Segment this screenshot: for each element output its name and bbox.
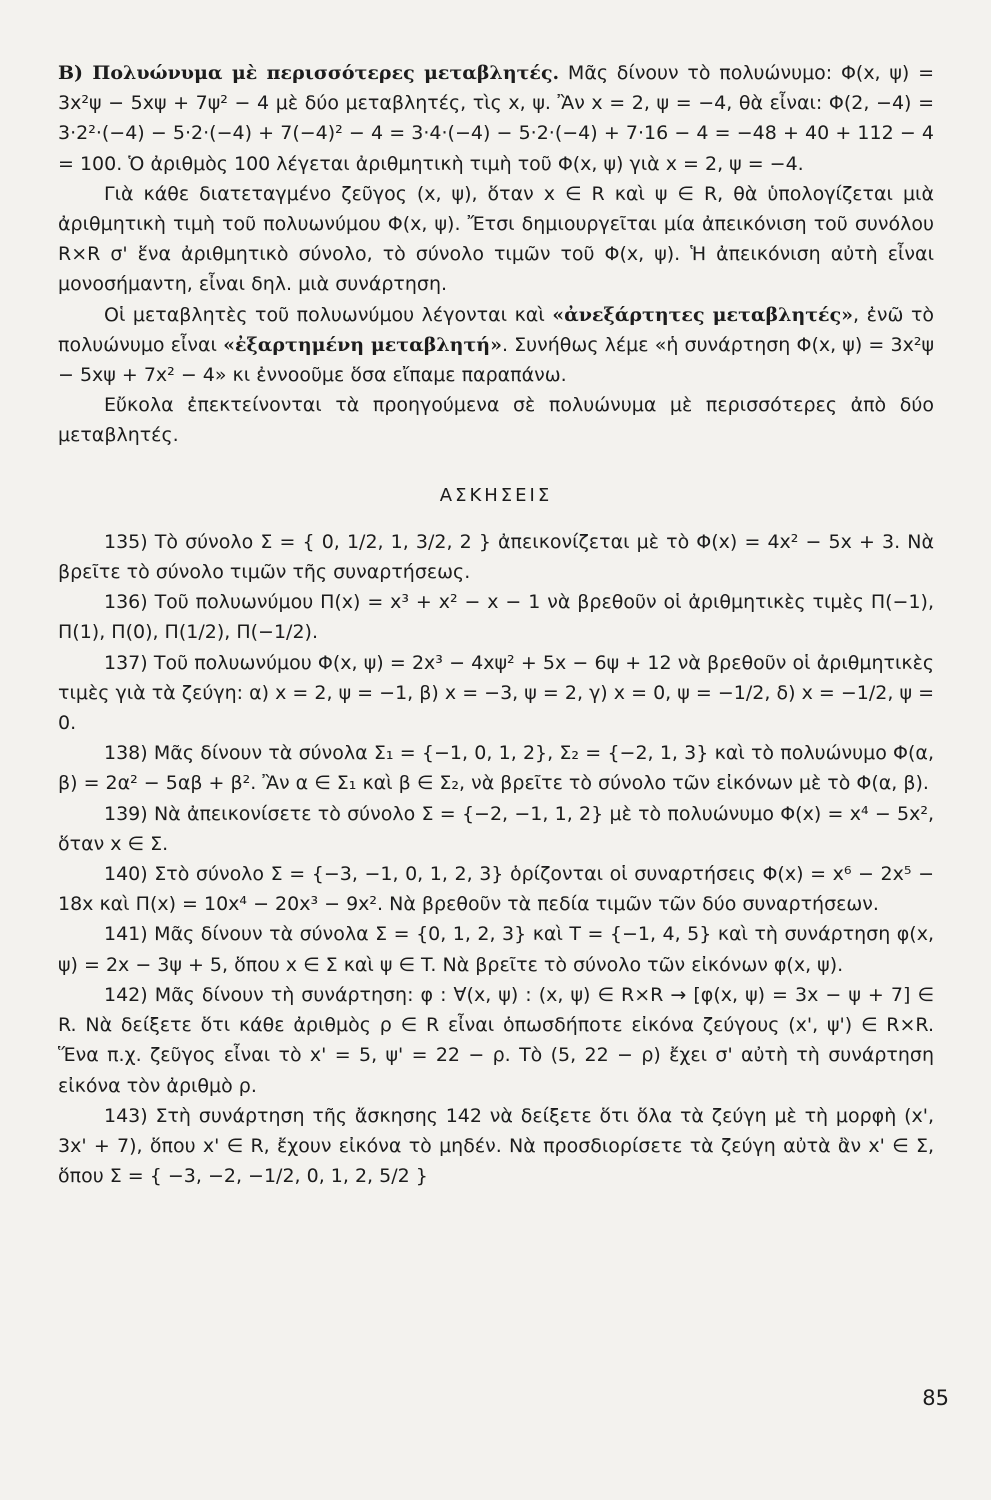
exercise-143: 143) Στὴ συνάρτηση τῆς ἄσκησης 142 νὰ δείξετε ὅτι ὅλα τὰ ζεύγη μὲ τὴ μορφὴ (x', 3x' + 7), ὅπου x' ∈ R, ἔχουν εἰκόνα τὸ μηδέν. Νὰ προσδιορίσετε τὰ ζεύγη αὐτὰ ἂν x' ∈ Σ, ὅπου Σ = { −3, −2, −1/2, 0, 1, 2, 5/2 } [58,1104,934,1188]
page-body [58,58,934,1191]
exercise-138: 138) Μᾶς δίνουν τὰ σύνολα Σ₁ = {−1, 0, 1, 2}, Σ₂ = {−2, 1, 3} καὶ τὸ πολυώνυμο Φ(α, β) = 2α² − 5αβ + β². Ἂν α ∈ Σ₁ καὶ β ∈ Σ₂, νὰ βρεῖτε τὸ σύνολο τῶν εἰκόνων μὲ τὸ Φ(α, β). [58,742,934,795]
page-number: 85 [922,1386,949,1410]
section-paragraph-3: Οἱ μεταβλητὲς τοῦ πολυωνύμου λέγονται καὶ «ἀνεξάρτητες μεταβλητές», ἐνῶ τὸ πολυώνυμο εἶναι «ἐξαρτημένη μεταβλητή». Συνήθως λέμε «ἡ συνάρτηση Φ(x, ψ) = 3x²ψ − 5xψ + 7x² − 4» κι ἐννοοῦμε ὅσα εἴπαμε παραπάνω. [58,303,935,387]
exercise-137: 137) Τοῦ πολυωνύμου Φ(x, ψ) = 2x³ − 4xψ² + 5x − 6ψ + 12 νὰ βρεθοῦν οἱ ἀριθμητικὲς τιμὲς γιὰ τὰ ζεύγη: α) x = 2, ψ = −1, β) x = −3, ψ = 2, γ) x = 0, ψ = −1/2, δ) x = −1/2, ψ = 0. [58,651,934,735]
exercise-139: 139) Νὰ ἀπεικονίσετε τὸ σύνολο Σ = {−2, −1, 1, 2} μὲ τὸ πολυώνυμο Φ(x) = x⁴ − 5x², ὅταν x ∈ Σ. [58,802,934,855]
independent-variables-term: «ἀνεξάρτητες μεταβλητές» [552,303,854,326]
exercise-135: 135) Τὸ σύνολο Σ = { 0, 1/2, 1, 3/2, 2 } ἀπεικονίζεται μὲ τὸ Φ(x) = 4x² − 5x + 3. Νὰ βρεῖτε τὸ σύνολο τιμῶν τῆς συναρτήσεως. [58,530,934,584]
exercise-136: 136) Τοῦ πολυωνύμου Π(x) = x³ + x² − x − 1 νὰ βρεθοῦν οἱ ἀριθμητικὲς τιμὲς Π(−1), Π(1), Π(0), Π(1/2), Π(−1/2). [58,591,934,644]
section-paragraph-4: Εὔκολα ἐπεκτείνονται τὰ προηγούμενα σὲ πολυώνυμα μὲ περισσότερες ἀπὸ δύο μεταβλητές. [58,394,934,447]
exercises-heading: ΑΣΚΗΣΕΙΣ [439,484,553,506]
section-paragraph-1-text: Μᾶς δίνουν τὸ πολυώνυμο: Φ(x, ψ) = 3x²ψ − 5xψ + 7ψ² − 4 μὲ δύο μεταβλητές, τὶς x, ψ. Ἂν x = 2, ψ = −4, θὰ εἶναι: Φ(2, −4) = 3·2²·(−4) − 5·2·(−4) + 7(−4)² − 4 = 3·4·(−4) − 5·2·(−4) + 7·16 − 4 = −48 + 40 + 112 − 4 = 100. Ὁ ἀριθμὸς 100 λέγεται ἀριθμητικὴ τιμὴ τοῦ Φ(x, ψ) γιὰ x = 2, ψ = −4. [58,62,934,175]
dependent-variable-term: «ἐξαρτημένη μεταβλητή» [223,333,502,356]
section-paragraph-2: Γιὰ κάθε διατεταγμένο ζεῦγος (x, ψ), ὅταν x ∈ R καὶ ψ ∈ R, θὰ ὑπολογίζεται μιὰ ἀριθμητικὴ τιμὴ τοῦ πολυωνύμου Φ(x, ψ). Ἔτσι δημιουργεῖται μία ἀπεικόνιση τοῦ συνόλου R×R σ' ἕνα ἀριθμητικὸ σύνολο, τὸ σύνολο τιμῶν τοῦ Φ(x, ψ). Ἡ ἀπεικόνιση αὐτὴ εἶναι μονοσήμαντη, εἶναι δηλ. μιὰ συνάρτηση. [58,182,934,296]
exercise-142: 142) Μᾶς δίνουν τὴ συνάρτηση: φ : ∀(x, ψ) : (x, ψ) ∈ R×R → [φ(x, ψ) = 3x − ψ + 7] ∈ R. Νὰ δείξετε ὅτι κάθε ἀριθμὸς ρ ∈ R εἶναι ὁπωσδήποτε εἰκόνα ζεύγους (x', ψ') ∈ R×R. Ἕνα π.χ. ζεῦγος εἶναι τὸ x' = 5, ψ' = 22 − ρ. Τὸ (5, 22 − ρ) ἔχει σ' αὐτὴ τὴ συνάρτηση εἰκόνα τὸν ἀριθμὸ ρ. [58,983,934,1097]
section-paragraph-1 [58,58,934,179]
section-title: Β) Πολυώνυμα μὲ περισσότερες μεταβλητές. [58,62,560,84]
exercise-141: 141) Μᾶς δίνουν τὰ σύνολα Σ = {0, 1, 2, 3} καὶ T = {−1, 4, 5} καὶ τὴ συνάρτηση φ(x, ψ) = 2x − 3ψ + 5, ὅπου x ∈ Σ καὶ ψ ∈ T. Νὰ βρεῖτε τὸ σύνολο τῶν εἰκόνων φ(x, ψ). [58,923,934,976]
exercise-140: 140) Στὸ σύνολο Σ = {−3, −1, 0, 1, 2, 3} ὁρίζονται οἱ συναρτήσεις Φ(x) = x⁶ − 2x⁵ − 18x καὶ Π(x) = 10x⁴ − 20x³ − 9x². Νὰ βρεθοῦν τὰ πεδία τιμῶν τῶν δύο συναρτήσεων. [58,863,934,916]
